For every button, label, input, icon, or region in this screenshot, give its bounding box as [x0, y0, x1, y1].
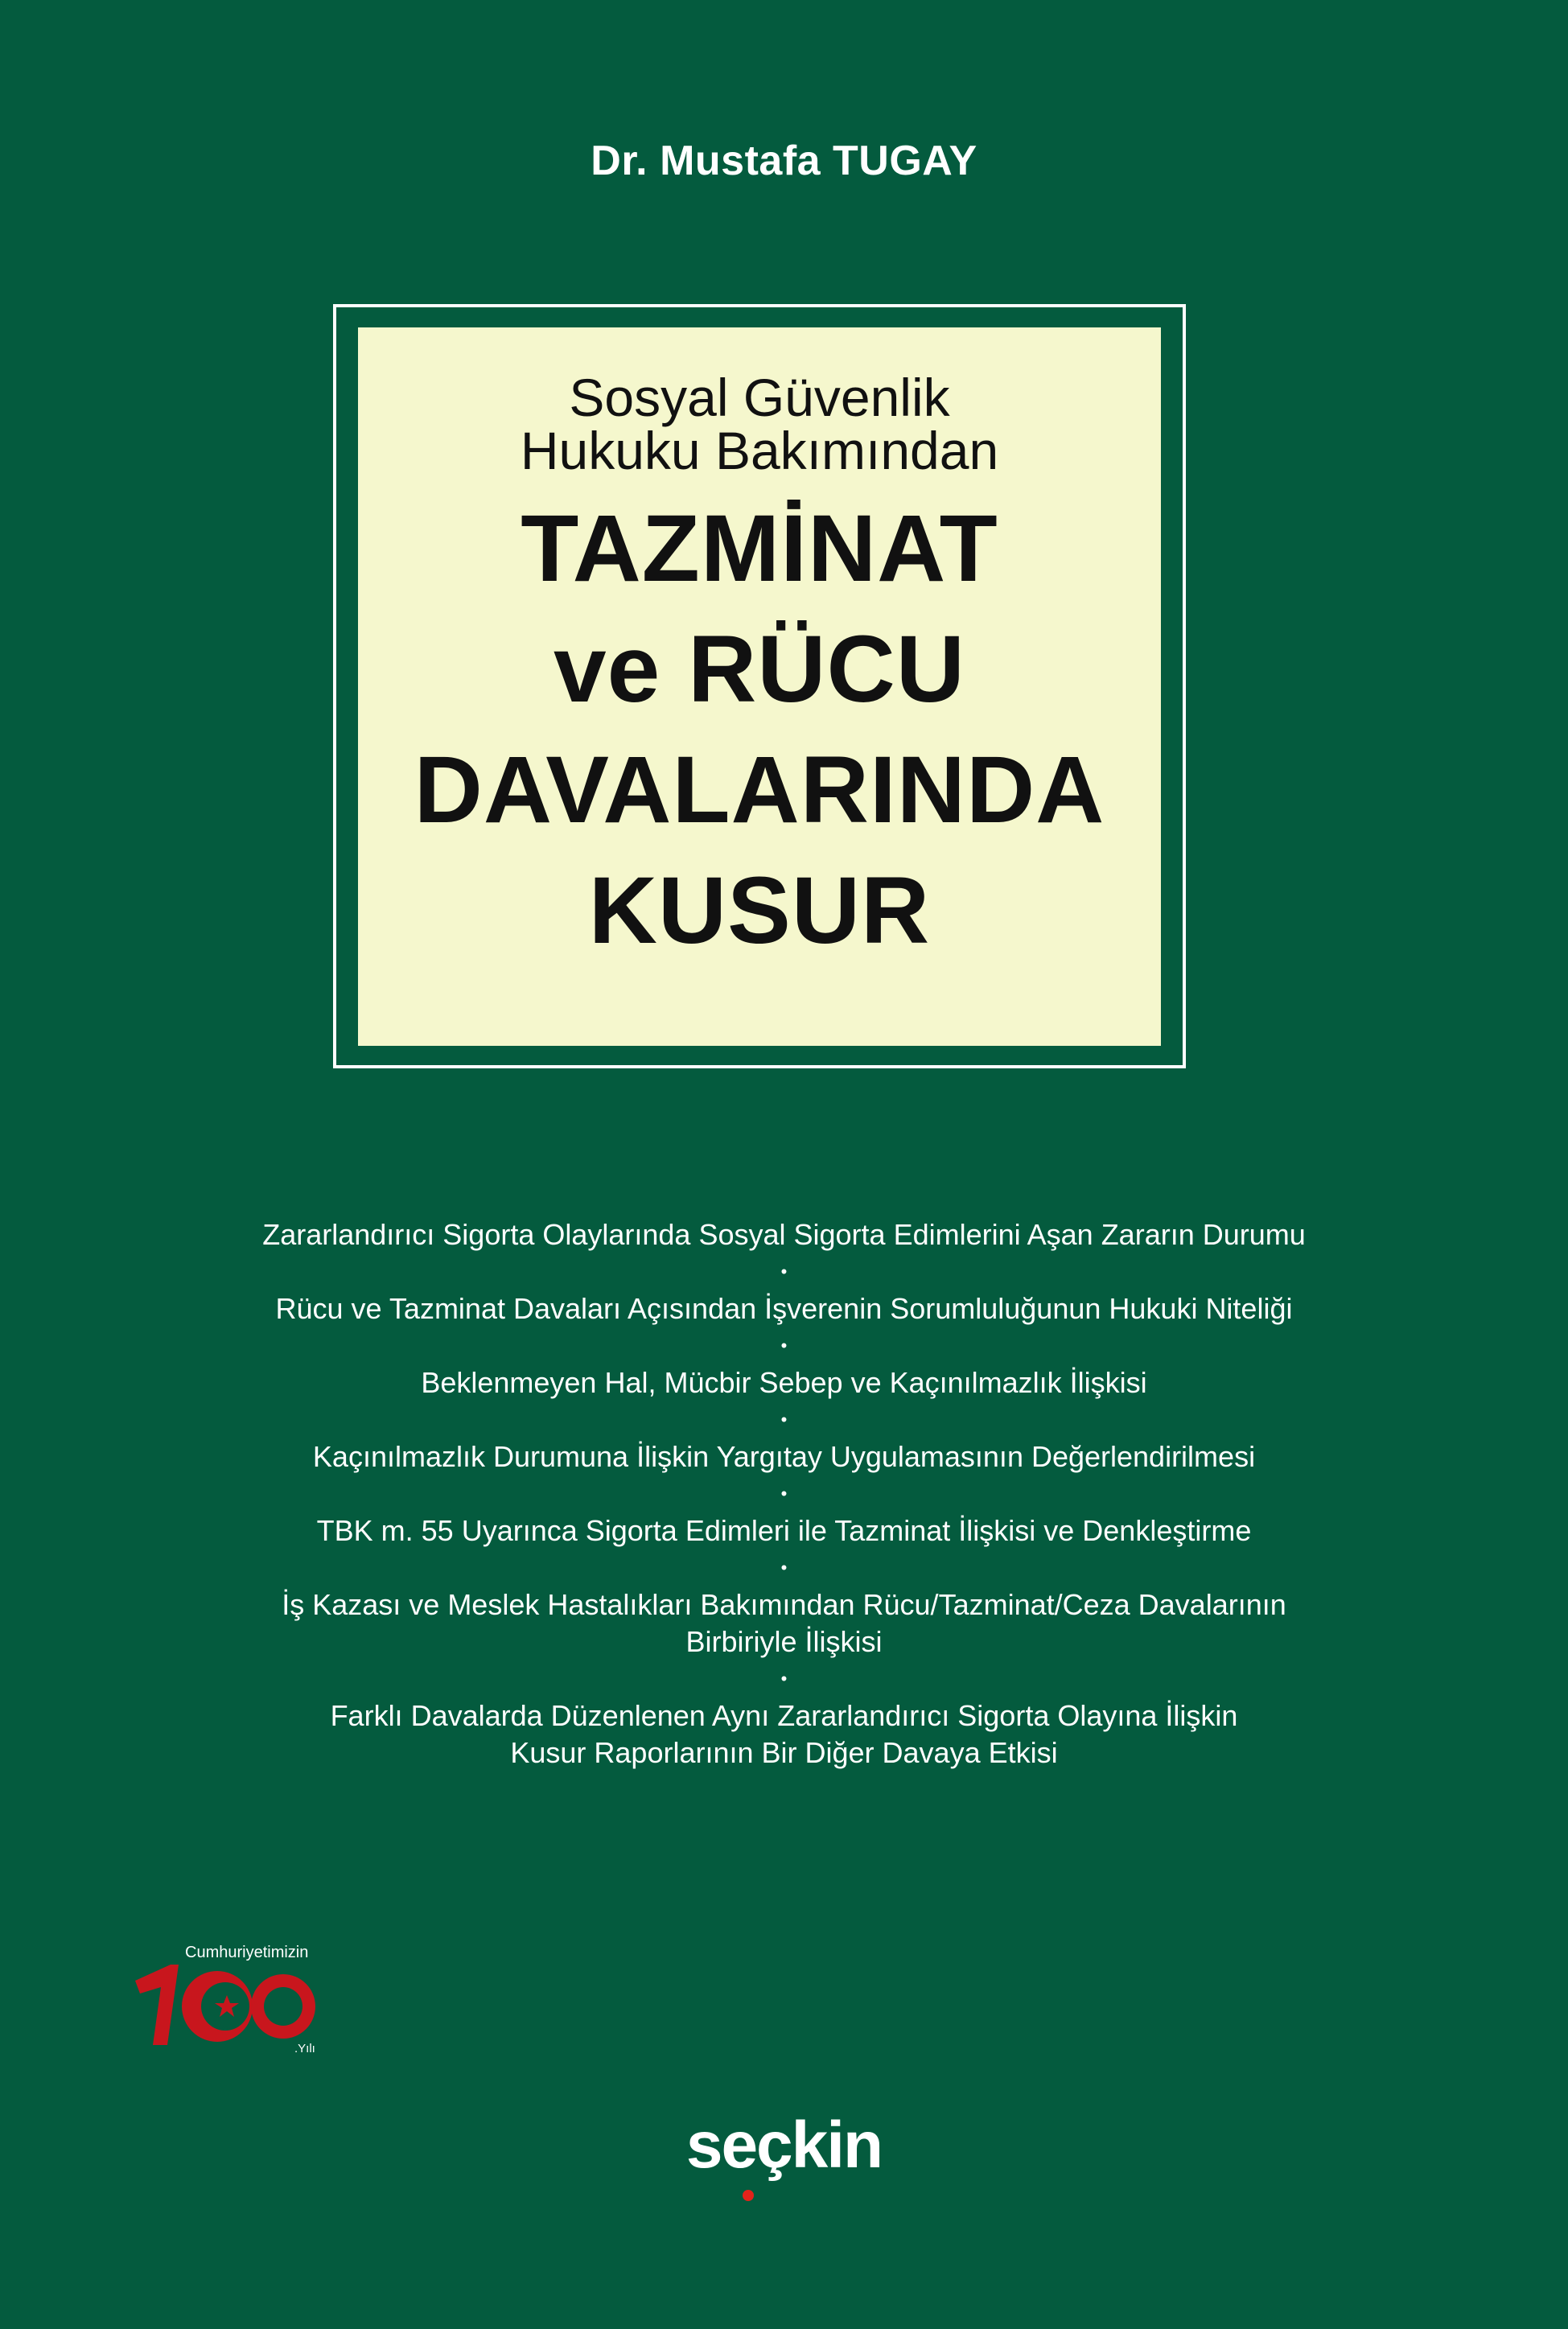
title-line: ve RÜCU [554, 616, 965, 722]
bullet-separator: • [780, 1557, 788, 1578]
centennial-logo [129, 1940, 338, 2069]
topic-line: Zararlandırıcı Sigorta Olaylarında Sosyal Sigorta Edimlerini Aşan Zararın Durumu [262, 1218, 1306, 1251]
topic-line: Birbiriyle İlişkisi [685, 1625, 883, 1658]
title-line: TAZMİNAT [521, 496, 998, 602]
subtitle [358, 368, 1161, 480]
topic-item [0, 1586, 1568, 1660]
topic-line: TBK m. 55 Uyarınca Sigorta Edimleri ile Tazminat İlişkisi ve Denkleştirme [316, 1514, 1252, 1547]
topic-line: Rücu ve Tazminat Davaları Açısından İşverenin Sorumluluğunun Hukuki Niteliği [275, 1292, 1293, 1325]
bullet-separator: • [780, 1335, 788, 1356]
publisher-logo [0, 2108, 1568, 2183]
topic-item [0, 1438, 1568, 1475]
book-title [358, 488, 1161, 971]
topic-item [0, 1697, 1568, 1771]
bullet-separator: • [780, 1669, 788, 1689]
title-line: KUSUR [588, 858, 931, 964]
centennial-caption-top: Cumhuriyetimizin [185, 1944, 309, 1961]
title-box [358, 327, 1161, 1046]
topic-line: İş Kazası ve Meslek Hastalıkları Bakımından Rücu/Tazminat/Ceza Davalarının [282, 1588, 1286, 1621]
title-line: DAVALARINDA [414, 737, 1105, 843]
topic-line: Beklenmeyen Hal, Mücbir Sebep ve Kaçınılmazlık İlişkisi [421, 1366, 1147, 1399]
bullet-separator: • [780, 1483, 788, 1504]
topics-list [0, 1216, 1568, 1771]
centennial-100-emblem [129, 1957, 330, 2053]
subtitle-line: Sosyal Güvenlik [569, 368, 950, 427]
topic-line: Farklı Davalarda Düzenlenen Aynı Zararlandırıcı Sigorta Olayına İlişkin [330, 1699, 1238, 1732]
publisher-name: seçkin [685, 2109, 883, 2182]
topic-item [0, 1364, 1568, 1401]
topic-line: Kusur Raporlarının Bir Diğer Davaya Etkisi [510, 1736, 1058, 1769]
bullet-separator: • [780, 1409, 788, 1430]
author-name: Dr. Mustafa TUGAY [591, 138, 977, 184]
subtitle-line: Hukuku Bakımından [520, 421, 999, 480]
bullet-separator: • [780, 1261, 788, 1282]
topic-item [0, 1512, 1568, 1549]
centennial-caption-bottom: .Yılı [294, 2042, 315, 2055]
topic-item [0, 1216, 1568, 1253]
topic-line: Kaçınılmazlık Durumuna İlişkin Yargıtay Uygulamasının Değerlendirilmesi [312, 1440, 1256, 1473]
publisher-logo-dot [743, 2190, 754, 2201]
digit-one [135, 1965, 179, 2045]
topic-item [0, 1290, 1568, 1327]
